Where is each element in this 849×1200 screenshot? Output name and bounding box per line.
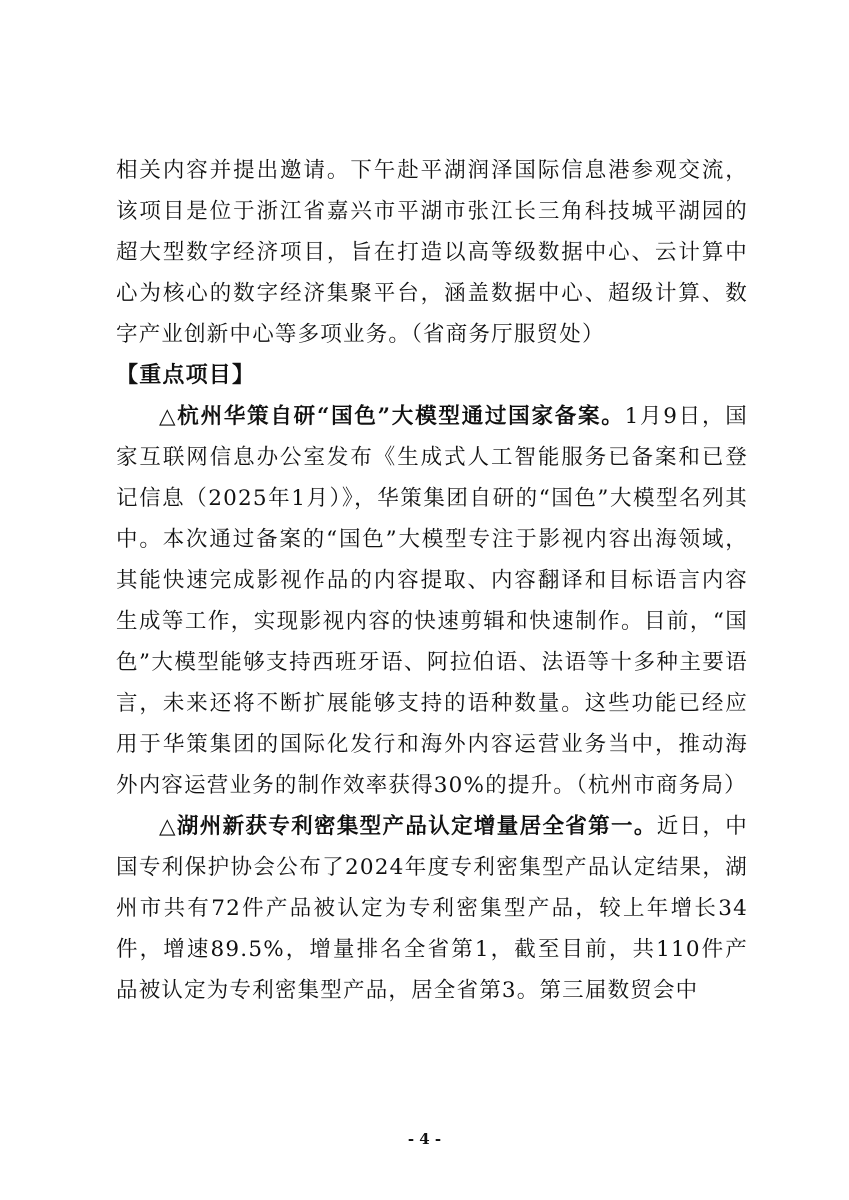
news-item-huzhou [116, 806, 748, 1011]
news-item-title: △杭州华策自研“国色”大模型通过国家备案。 [159, 404, 625, 429]
document-body [116, 150, 748, 1011]
news-item-text: 近日，中国专利保护协会公布了2024年度专利密集型产品认定结果，湖州市共有72件产品被认定为专利密集型产品，较上年增长34件，增速89.5%，增量排名全省第1，截至目前，共110件产品被认定为专利密集型产品，居全省第3。第三届数贸会中 [116, 814, 749, 1003]
news-item-huace [116, 396, 748, 806]
section-heading: 【重点项目】 [116, 362, 256, 388]
news-item-text: 1月9日，国家互联网信息办公室发布《生成式人工智能服务已备案和已登记信息（2025年1月）》，华策集团自研的“国色”大模型名列其中。本次通过备案的“国色”大模型专注于影视内容出海领域，其能快速完成影视作品的内容提取、内容翻译和目标语言内容生成等工作，实现影视内容的快速剪辑和快速制作。目前，“国色”大模型能够支持西班牙语、阿拉伯语、法语等十多种主要语言，未来还将不断扩展能够支持的语种数量。这些功能已经应用于华策集团的国际化发行和海外内容运营业务当中，推动海外内容运营业务的制作效率获得30%的提升。（杭州市商务局） [116, 404, 748, 798]
news-item-title: △湖州新获专利密集型产品认定增量居全省第一。 [159, 814, 657, 839]
page-number: - 4 - [407, 1130, 442, 1148]
continued-paragraph: 相关内容并提出邀请。下午赴平湖润泽国际信息港参观交流，该项目是位于浙江省嘉兴市平湖市张江长三角科技城平湖园的超大型数字经济项目，旨在打造以高等级数据中心、云计算中心为核心的数字经济集聚平台，涵盖数据中心、超级计算、数字产业创新中心等多项业务。（省商务厅服贸处） [116, 158, 748, 347]
